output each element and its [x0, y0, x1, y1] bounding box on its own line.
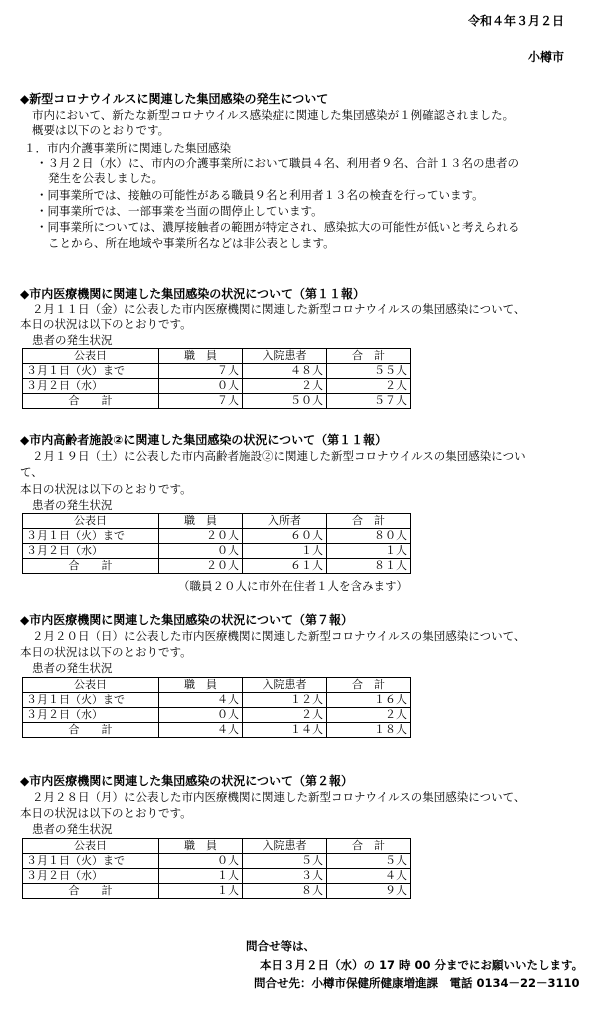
- document-date: 令和４年３月２日: [468, 14, 565, 28]
- issuer: 小樽市: [528, 50, 565, 64]
- section5-table: [22, 838, 411, 899]
- table-cell: ８人: [243, 884, 327, 899]
- table-cell: １２人: [243, 693, 327, 708]
- header-cell: 公表日: [23, 349, 159, 364]
- section1-bullet-4-cont: ことから、所在地域や事業所名などは非公表とします。: [48, 236, 335, 250]
- contact-info: 問合せ先：小樽市保健所健康増進課 電話 0134－22－3110: [254, 976, 580, 990]
- table-cell: ３月２日（水）: [23, 544, 159, 559]
- header-cell: 職 員: [159, 839, 243, 854]
- section3-table-caption: 患者の発生状況: [32, 498, 113, 512]
- table-cell: ５人: [243, 854, 327, 869]
- table-cell: １人: [327, 544, 411, 559]
- section3-table: [22, 513, 411, 574]
- table-cell: 合 計: [23, 884, 159, 899]
- section2-heading: ◆市内医療機関に関連した集団感染の状況について（第１１報）: [20, 287, 365, 301]
- table-cell: １人: [243, 544, 327, 559]
- section1-item-title: １．市内介護事業所に関連した集団感染: [24, 141, 231, 155]
- table-cell: 合 計: [23, 723, 159, 738]
- table-cell: ４８人: [243, 364, 327, 379]
- table-cell: ２人: [243, 708, 327, 723]
- table-cell: ２人: [327, 379, 411, 394]
- table-cell: ０人: [159, 379, 243, 394]
- table-cell: １４人: [243, 723, 327, 738]
- header-cell: 職 員: [159, 514, 243, 529]
- header-cell: 入院患者: [243, 678, 327, 693]
- contact-intro: 問合せ等は、: [246, 939, 315, 953]
- section4-text-2: 本日の状況は以下のとおりです。: [20, 645, 192, 659]
- table-cell: ８１人: [327, 559, 411, 574]
- table-cell: ６１人: [243, 559, 327, 574]
- table-cell: ３月２日（水）: [23, 869, 159, 884]
- table-cell: ８０人: [327, 529, 411, 544]
- table-row: [23, 854, 411, 869]
- section5-heading: ◆市内医療機関に関連した集団感染の状況について（第２報）: [20, 774, 353, 788]
- table-row: [23, 529, 411, 544]
- table-cell: 合 計: [23, 394, 159, 409]
- table-cell: ２０人: [159, 559, 243, 574]
- header-cell: 公表日: [23, 514, 159, 529]
- table-cell: ４人: [159, 693, 243, 708]
- table-row: [23, 869, 411, 884]
- table-header-row: [23, 678, 411, 693]
- header-cell: 合 計: [327, 514, 411, 529]
- table-cell: １人: [159, 884, 243, 899]
- table-total-row: [23, 394, 411, 409]
- header-cell: 職 員: [159, 349, 243, 364]
- header-cell: 合 計: [327, 349, 411, 364]
- table-header-row: [23, 839, 411, 854]
- table-cell: ２人: [243, 379, 327, 394]
- table-total-row: [23, 723, 411, 738]
- table-header-row: [23, 514, 411, 529]
- header-cell: 合 計: [327, 839, 411, 854]
- table-row: [23, 379, 411, 394]
- header-cell: 入院患者: [243, 349, 327, 364]
- table-header-row: [23, 349, 411, 364]
- contact-deadline: 本日３月２日（水）の 17 時 00 分までにお願いいたします。: [260, 958, 584, 972]
- header-cell: 合 計: [327, 678, 411, 693]
- table-cell: ５人: [327, 854, 411, 869]
- table-cell: ０人: [159, 544, 243, 559]
- section1-heading: ◆新型コロナウイルスに関連した集団感染の発生について: [20, 92, 329, 106]
- table-cell: 合 計: [23, 559, 159, 574]
- table-cell: ５５人: [327, 364, 411, 379]
- section5-text-2: 本日の状況は以下のとおりです。: [20, 806, 192, 820]
- table-cell: ３月１日（火）まで: [23, 693, 159, 708]
- section1-bullet-1-cont: 発生を公表しました。: [48, 171, 163, 185]
- table-row: [23, 708, 411, 723]
- table-total-row: [23, 559, 411, 574]
- table-cell: ３人: [243, 869, 327, 884]
- section2-table-caption: 患者の発生状況: [32, 333, 113, 347]
- table-cell: ３月１日（火）まで: [23, 854, 159, 869]
- table-cell: ３月２日（水）: [23, 379, 159, 394]
- section1-intro-1: 市内において、新たな新型コロナウイルス感染症に関連した集団感染が１例確認されました。: [32, 108, 515, 122]
- header-cell: 職 員: [159, 678, 243, 693]
- section2-text-1: ２月１１日（金）に公表した市内医療機関に関連した新型コロナウイルスの集団感染について、: [32, 302, 526, 316]
- section4-table: [22, 677, 411, 738]
- section1-bullet-1: ・３月２日（水）に、市内の介護事業所において職員４名、利用者９名、合計１３名の患者の: [36, 156, 519, 170]
- table-cell: ３月２日（水）: [23, 708, 159, 723]
- table-total-row: [23, 884, 411, 899]
- table-cell: ９人: [327, 884, 411, 899]
- section3-text-3: 本日の状況は以下のとおりです。: [20, 482, 192, 496]
- header-cell: 公表日: [23, 839, 159, 854]
- section3-heading: ◆市内高齢者施設②に関連した集団感染の状況について（第１１報）: [20, 433, 388, 447]
- table-cell: ０人: [159, 854, 243, 869]
- table-cell: ２０人: [159, 529, 243, 544]
- table-cell: ７人: [159, 364, 243, 379]
- section1-bullet-2: ・同事業所では、接触の可能性がある職員９名と利用者１３名の検査を行っています。: [36, 188, 484, 202]
- header-cell: 入院患者: [243, 839, 327, 854]
- section3-note: （職員２０人に市外在住者１人を含みます）: [178, 579, 408, 593]
- table-row: [23, 693, 411, 708]
- section5-table-caption: 患者の発生状況: [32, 822, 113, 836]
- table-cell: ４人: [159, 723, 243, 738]
- table-cell: ６０人: [243, 529, 327, 544]
- table-cell: ４人: [327, 869, 411, 884]
- table-cell: ２人: [327, 708, 411, 723]
- section2-text-2: 本日の状況は以下のとおりです。: [20, 317, 192, 331]
- section3-text-1: ２月１９日（土）に公表した市内高齢者施設②に関連した新型コロナウイルスの集団感染につい: [32, 449, 526, 463]
- section1-intro-2: 概要は以下のとおりです。: [32, 123, 170, 137]
- section2-table: [22, 348, 411, 409]
- section4-heading: ◆市内医療機関に関連した集団感染の状況について（第７報）: [20, 613, 353, 627]
- section4-text-1: ２月２０日（日）に公表した市内医療機関に関連した新型コロナウイルスの集団感染について、: [32, 629, 526, 643]
- table-cell: １人: [159, 869, 243, 884]
- header-cell: 入所者: [243, 514, 327, 529]
- table-cell: １８人: [327, 723, 411, 738]
- table-cell: ３月１日（火）まで: [23, 529, 159, 544]
- section4-table-caption: 患者の発生状況: [32, 661, 113, 675]
- table-cell: ３月１日（火）まで: [23, 364, 159, 379]
- table-cell: ０人: [159, 708, 243, 723]
- section1-bullet-4: ・同事業所については、濃厚接触者の範囲が特定され、感染拡大の可能性が低いと考えられる: [36, 220, 520, 234]
- section3-text-2: て、: [20, 465, 43, 479]
- table-row: [23, 544, 411, 559]
- section5-text-1: ２月２８日（月）に公表した市内医療機関に関連した新型コロナウイルスの集団感染について、: [32, 790, 526, 804]
- table-cell: ５７人: [327, 394, 411, 409]
- table-cell: ５０人: [243, 394, 327, 409]
- table-cell: １６人: [327, 693, 411, 708]
- section1-bullet-3: ・同事業所では、一部事業を当面の間停止しています。: [36, 204, 323, 218]
- table-row: [23, 364, 411, 379]
- header-cell: 公表日: [23, 678, 159, 693]
- table-cell: ７人: [159, 394, 243, 409]
